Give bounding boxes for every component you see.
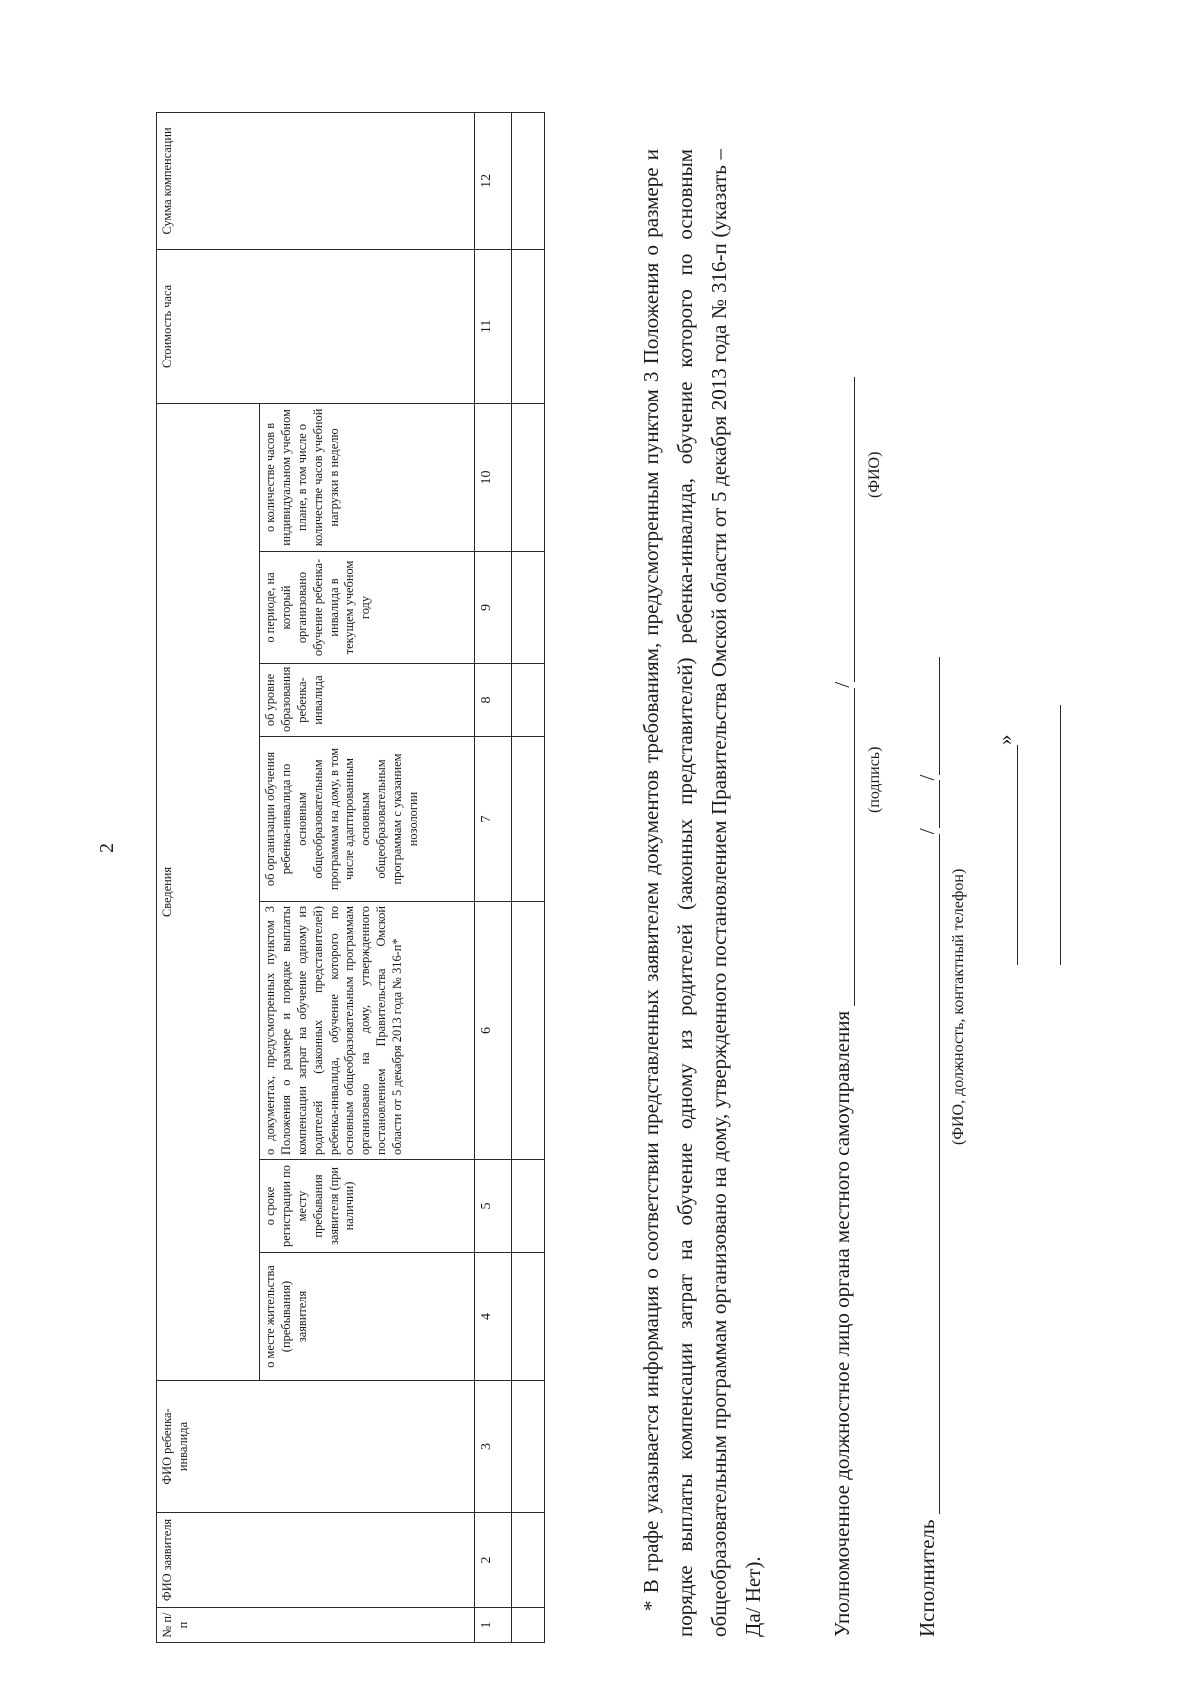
column-number: 1 [475,1608,512,1643]
official-label: Уполномоченное должностное лицо органа местного самоуправления [830,1010,854,1637]
header-home-education: об организации обучения ребенка-инвалида по основным общеобразовательным программам на дому, в том числе адаптированным основным общеобразовательным программам с указанием нозологии [260,737,475,902]
fio-line[interactable] [832,377,855,682]
header-child-name: ФИО ребенка-инвалида [157,1381,475,1513]
table-cell[interactable] [512,112,545,249]
document-page [28,65,1168,1665]
slash-separator: / [915,828,939,835]
fio-caption: (ФИО) [866,451,883,498]
table-cell[interactable] [512,552,545,664]
column-number: 9 [475,552,512,664]
column-number: 12 [475,112,512,249]
table-cell[interactable] [512,1253,545,1381]
executor-line-3[interactable] [917,657,940,775]
header-education-level: об уровне образования ребенка-инвалида [260,664,475,737]
table-row [512,112,545,1642]
date-row [993,735,1018,966]
date-line-2[interactable] [1038,705,1061,965]
header-applicant-name: ФИО заявителя [157,1513,475,1608]
column-number: 2 [475,1513,512,1608]
date-quote: » [993,734,1017,745]
table-cell[interactable] [512,737,545,902]
header-info-group: Сведения [157,403,260,1380]
header-residence: о месте жительства (пребывания) заявителя [260,1253,475,1381]
table-header-row [157,112,260,1642]
footnote [634,149,770,1637]
column-number: 3 [475,1381,512,1513]
column-number: 11 [475,249,512,403]
table-cell[interactable] [512,902,545,1160]
page-number: 2 [96,843,118,853]
column-number: 8 [475,664,512,737]
header-registration-term: о сроке регистрации по месту пребывания заявителя (при наличии) [260,1160,475,1253]
column-number: 5 [475,1160,512,1253]
header-education-period: о периоде, на который организовано обучение ребенка-инвалида в текущем учебном году [260,552,475,664]
header-no: № п/п [157,1608,475,1643]
date-row-2 [1036,705,1061,965]
signature-line[interactable] [832,688,855,1006]
column-number: 7 [475,737,512,902]
column-number: 6 [475,902,512,1160]
signature-caption: (подпись) [866,746,883,813]
executor-row [915,657,940,1637]
column-number: 4 [475,1253,512,1381]
table-cell[interactable] [512,1381,545,1513]
column-number-row [475,112,512,1642]
header-documents: о документах, предусмотренных пунктом 3 Положения о размере и порядке выплаты компенсации затрат на обучение одному из родителей (законных представителей) ребенка-инвалида, обучение которого по основным общеобразовательным программам организовано на дому, утвержденного постановлением Правительства Омской области от 5 декабря 2013 года № 316-п* [260,902,475,1160]
executor-caption: (ФИО, должность, контактный телефон) [950,868,967,1145]
slash-separator: / [915,774,939,781]
footnote-text: * В графе указывается информация о соответствии представленных заявителем документов требованиям, предусмотренным пунктом 3 Положения о размере и порядке выплаты компенсации затрат на обучение одному из родителей (законных представителей) ребенка-инвалида, обучение которого по основным общеобразовательным программам организовано на дому, утвержденного постановлением Правительства Омской области от 5 декабря 2013 года № 316-п (указать – Да/ Нет). [639,149,766,1637]
executor-line-2[interactable] [917,780,940,828]
table-cell[interactable] [512,1160,545,1253]
table-cell[interactable] [512,1608,545,1643]
header-hours-count: о количестве часов в индивидуальном учебном плане, в том числе о количестве часов учебной нагрузки в неделю [260,403,475,551]
compensation-register-table [156,112,545,1643]
table-cell[interactable] [512,664,545,737]
column-number: 10 [475,403,512,551]
date-line[interactable] [995,745,1018,965]
table-cell[interactable] [512,1513,545,1608]
executor-line-1[interactable] [917,834,940,1514]
official-signature-row [830,377,855,1637]
table-cell[interactable] [512,249,545,403]
header-hour-cost: Стоимость часа [157,249,475,403]
slash-separator: / [830,681,854,688]
executor-label: Исполнитель [915,1519,939,1637]
table-cell[interactable] [512,403,545,551]
header-compensation-sum: Сумма компенсации [157,112,475,249]
